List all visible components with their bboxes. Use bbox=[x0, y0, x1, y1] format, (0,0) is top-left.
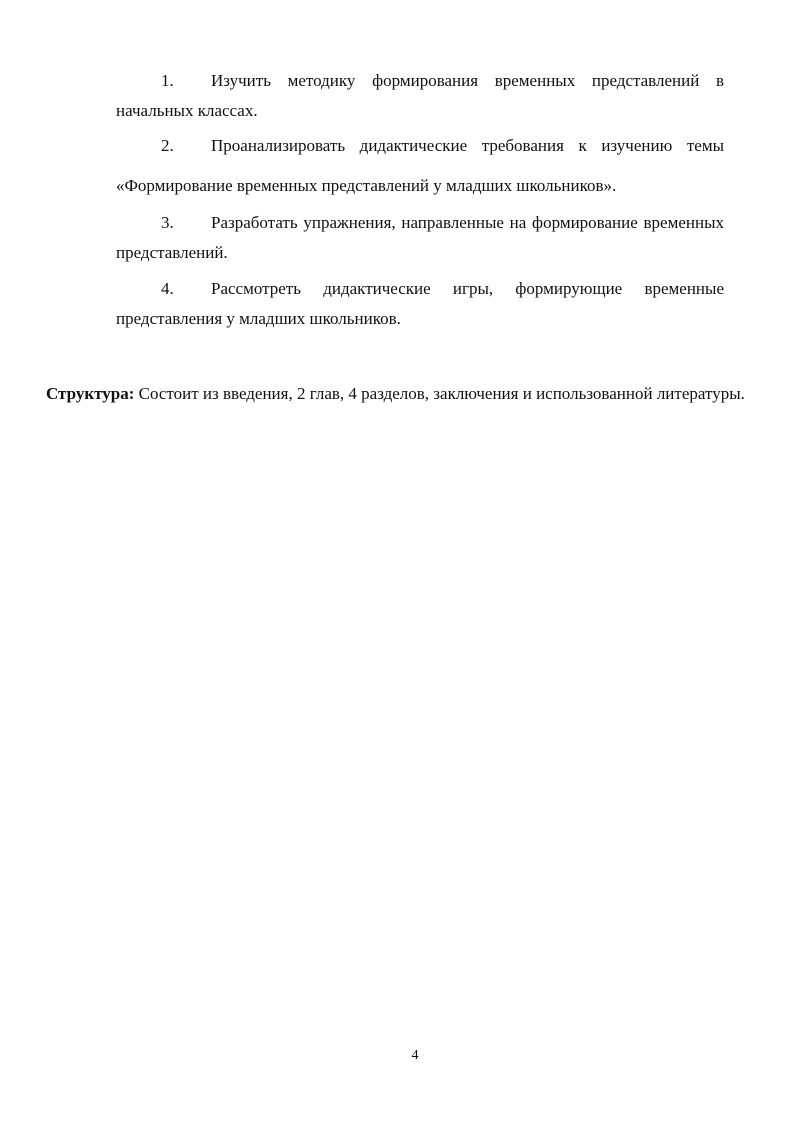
task-item bbox=[116, 66, 724, 126]
task-list bbox=[116, 66, 724, 340]
structure-paragraph bbox=[46, 378, 786, 409]
task-number: 4. bbox=[161, 279, 174, 298]
structure-label: Структура: bbox=[46, 384, 135, 403]
task-number: 1. bbox=[161, 71, 174, 90]
task-text: Проанализировать дидактические требования к изучению темы «Формирование временных представлений у младших школьников». bbox=[116, 136, 724, 195]
task-text: Разработать упражнения, направленные на формирование временных представлений. bbox=[116, 213, 724, 262]
task-item bbox=[116, 126, 724, 206]
task-text: Изучить методику формирования временных представлений в начальных классах. bbox=[116, 71, 724, 120]
task-text: Рассмотреть дидактические игры, формирующие временные представления у младших школьников. bbox=[116, 279, 724, 328]
task-number: 2. bbox=[161, 136, 174, 155]
task-item bbox=[116, 208, 724, 268]
page-number: 4 bbox=[411, 1048, 419, 1063]
task-number: 3. bbox=[161, 213, 174, 232]
task-item bbox=[116, 274, 724, 334]
structure-text: Состоит из введения, 2 глав, 4 разделов, заключения и использованной литературы. bbox=[138, 384, 745, 403]
